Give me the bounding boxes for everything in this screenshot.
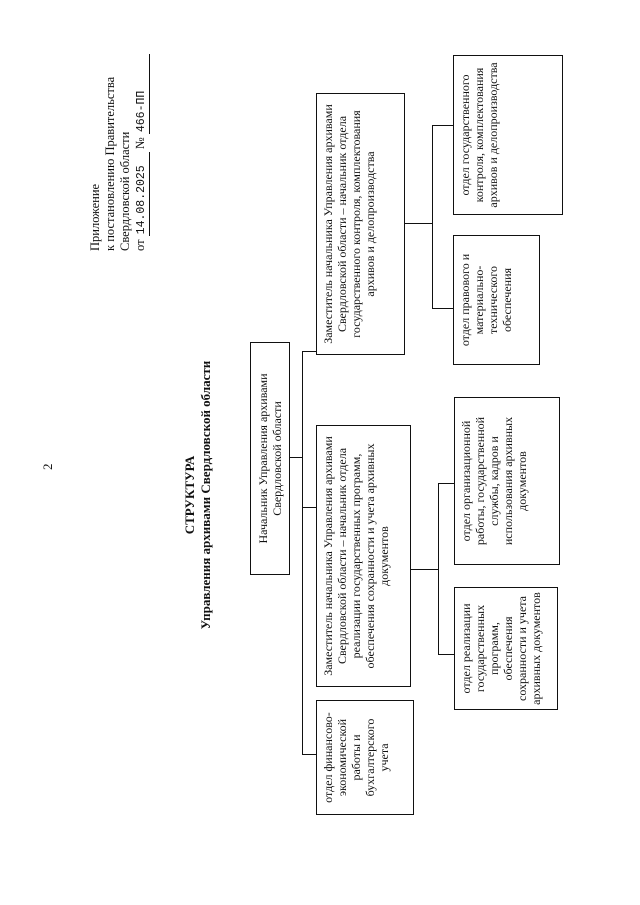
- connector-line: [438, 483, 454, 484]
- page-number: 2: [40, 463, 55, 470]
- document-title: [182, 245, 214, 745]
- org-box-deputy-right: [316, 93, 405, 355]
- number-prefix: №: [133, 137, 147, 150]
- connector-line: [432, 125, 453, 126]
- org-box-finance-label: отдел финансово-экономической работы и бухгалтерского учета: [321, 712, 391, 803]
- org-box-legal: [453, 235, 540, 365]
- connector-line: [405, 223, 432, 224]
- connector-line: [438, 483, 439, 655]
- appendix-region-line: Свердловской области: [118, 131, 132, 251]
- org-box-head: [250, 342, 290, 575]
- org-box-deputy-right-label: Заместитель начальника Управления архивами Свердловской области – начальник отдела государственного контроля, комплектования архивов и делопроизводства: [321, 104, 377, 344]
- resolution-number: 466-ПП: [134, 54, 150, 134]
- appendix-date-line: [133, 54, 150, 251]
- org-box-deputy-left: [316, 425, 411, 687]
- title-line-1: СТРУКТУРА: [182, 455, 197, 535]
- connector-line: [302, 507, 316, 508]
- appendix-label: Приложение: [88, 183, 102, 251]
- resolution-date: 14.08.2025: [134, 152, 150, 236]
- org-box-legal-label: отдел правового и материально-технического обеспечения: [458, 253, 514, 347]
- appendix-header: [88, 54, 150, 251]
- connector-line: [302, 754, 316, 755]
- org-box-control-label: отдел государственного контроля, комплектования архивов и делопроизводства: [458, 62, 500, 208]
- org-box-head-label: Начальник Управления архивами Свердловской области: [256, 373, 284, 544]
- connector-line: [302, 352, 303, 755]
- org-box-organizational-label: отдел организационной работы, государственной службы, кадров и использования архивных документов: [459, 416, 529, 546]
- org-box-organizational: [454, 397, 560, 565]
- org-box-deputy-left-label: Заместитель начальника Управления архивами Свердловской области – начальник отдела реализации государственных программ, обеспечения сохранности и учета архивных документов: [321, 436, 391, 676]
- appendix-resolution-line: к постановлению Правительства: [103, 76, 117, 251]
- connector-line: [432, 308, 453, 309]
- connector-line: [302, 351, 316, 352]
- org-box-control: [453, 55, 563, 215]
- org-box-programs-label: отдел реализации государственных программ, обеспечения сохранности и учета архивных документов: [459, 592, 543, 705]
- org-box-programs: [454, 587, 558, 710]
- org-box-finance: [316, 700, 414, 815]
- title-line-2: Управления архивами Свердловской области: [198, 360, 213, 630]
- connector-line: [290, 457, 302, 458]
- connector-line: [438, 654, 454, 655]
- date-prefix: от: [133, 239, 147, 251]
- connector-line: [432, 125, 433, 309]
- connector-line: [411, 569, 438, 570]
